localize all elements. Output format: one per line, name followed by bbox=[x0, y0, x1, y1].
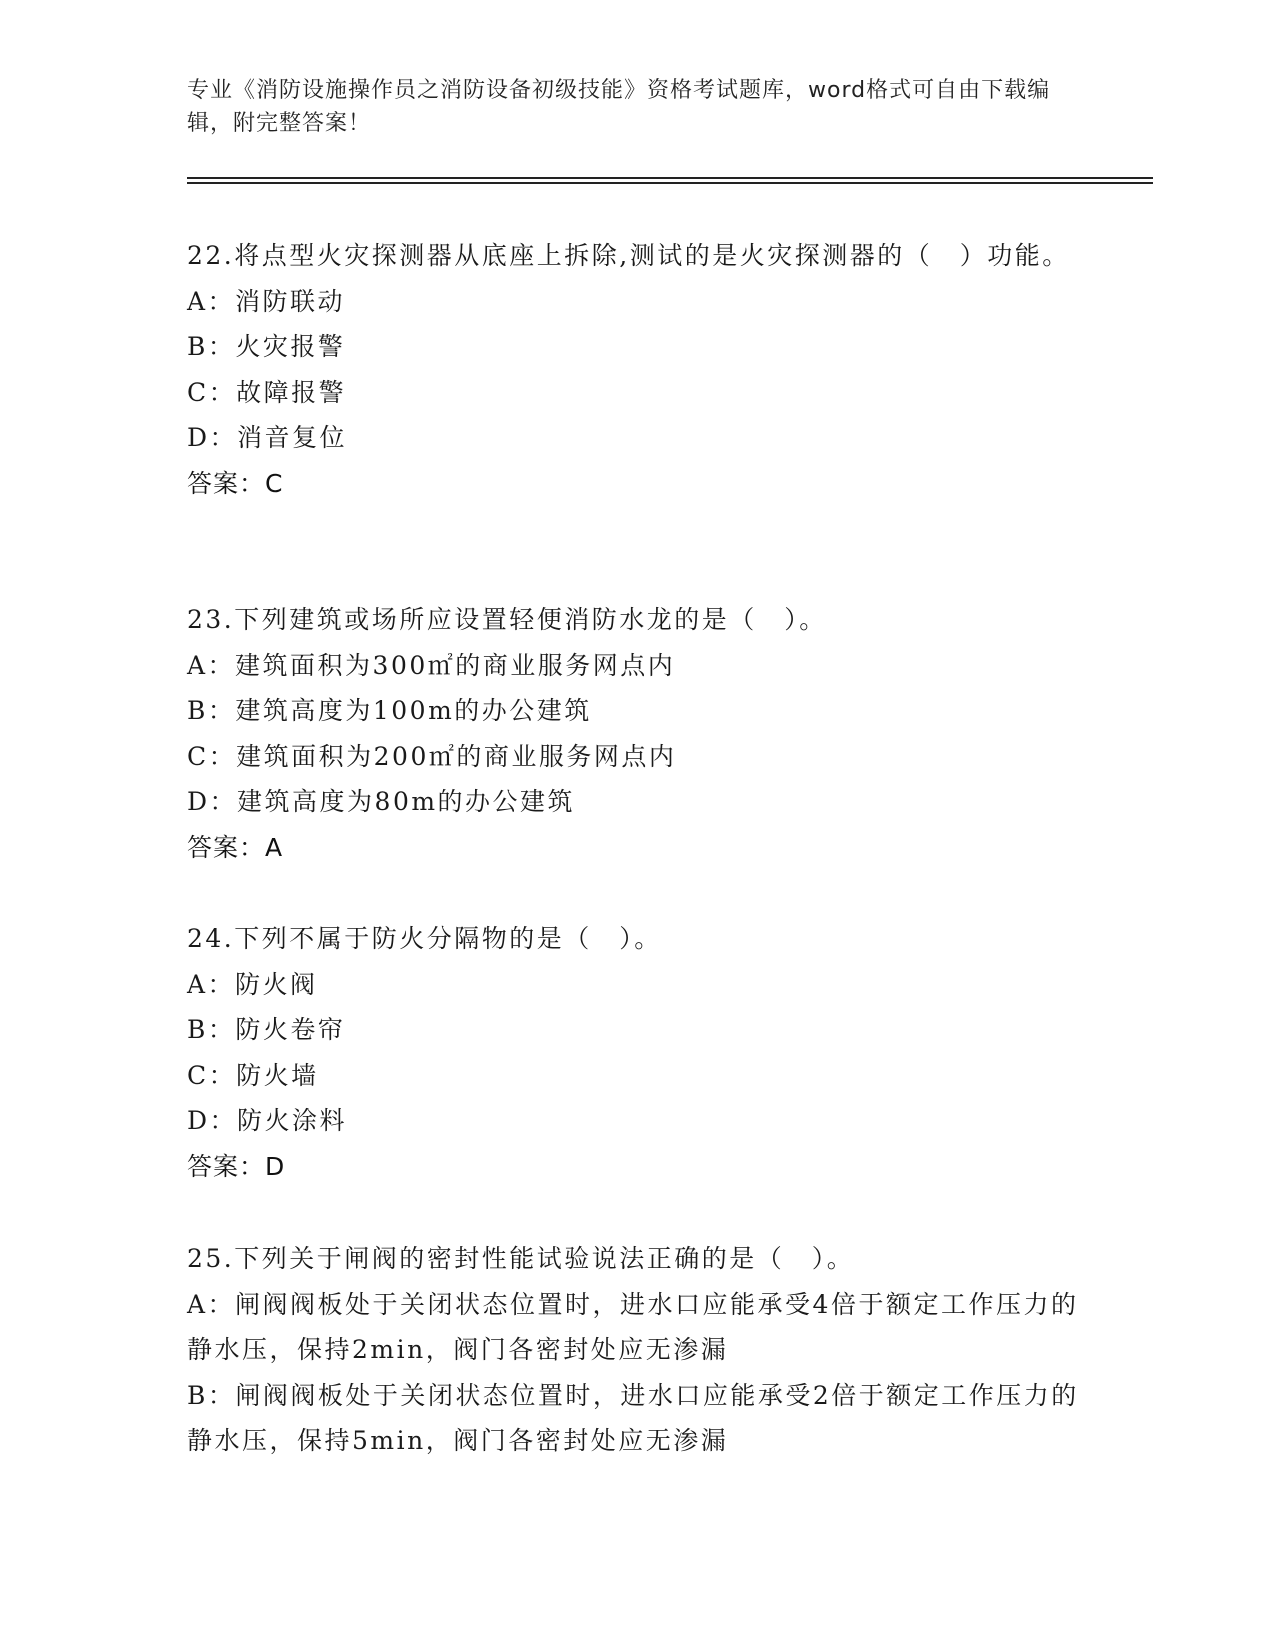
option-c: C：建筑面积为200㎡的商业服务网点内 bbox=[187, 741, 677, 771]
question-stem: 22.将点型火灾探测器从底座上拆除,测试的是火灾探测器的（ ）功能。 bbox=[187, 241, 1070, 270]
question-stem: 24.下列不属于防火分隔物的是（ ）。 bbox=[187, 924, 662, 953]
question-stem: 23.下列建筑或场所应设置轻便消防水龙的是（ ）。 bbox=[187, 605, 827, 634]
option-a: A：消防联动 bbox=[187, 286, 346, 316]
option-a: A：建筑面积为300㎡的商业服务网点内 bbox=[187, 650, 676, 680]
answer: 答案：D bbox=[187, 1151, 286, 1181]
header-divider-top bbox=[187, 177, 1153, 179]
option-b: B：火灾报警 bbox=[187, 332, 346, 361]
document-header bbox=[187, 74, 1087, 140]
question-25 bbox=[187, 1236, 1087, 1464]
question-22 bbox=[187, 233, 1087, 506]
header-divider-bottom bbox=[187, 182, 1153, 184]
question-23 bbox=[187, 597, 1087, 870]
option-c: C：故障报警 bbox=[187, 377, 347, 407]
question-24 bbox=[187, 916, 1087, 1189]
option-d: D：建筑高度为80m的办公建筑 bbox=[187, 787, 576, 816]
option-b: B：建筑高度为100m的办公建筑 bbox=[187, 696, 592, 725]
option-a: A：防火阀 bbox=[187, 969, 318, 999]
option-b: B：防火卷帘 bbox=[187, 1015, 346, 1044]
option-d: D：防火涂料 bbox=[187, 1106, 348, 1135]
answer: 答案：C bbox=[187, 468, 284, 498]
answer: 答案：A bbox=[187, 832, 284, 862]
option-d: D：消音复位 bbox=[187, 423, 348, 452]
option-b: B：闸阀阀板处于关闭状态位置时，进水口应能承受2倍于额定工作压力的静水压，保持5min，阀门各密封处应无渗漏 bbox=[187, 1380, 1079, 1455]
option-a: A：闸阀阀板处于关闭状态位置时，进水口应能承受4倍于额定工作压力的静水压，保持2min，阀门各密封处应无渗漏 bbox=[187, 1289, 1079, 1364]
question-stem: 25.下列关于闸阀的密封性能试验说法正确的是（ ）。 bbox=[187, 1244, 855, 1273]
option-c: C：防火墙 bbox=[187, 1060, 319, 1090]
header-title: 专业《消防设施操作员之消防设备初级技能》资格考试题库，word格式可自由下载编辑，附完整答案！ bbox=[187, 78, 1051, 136]
